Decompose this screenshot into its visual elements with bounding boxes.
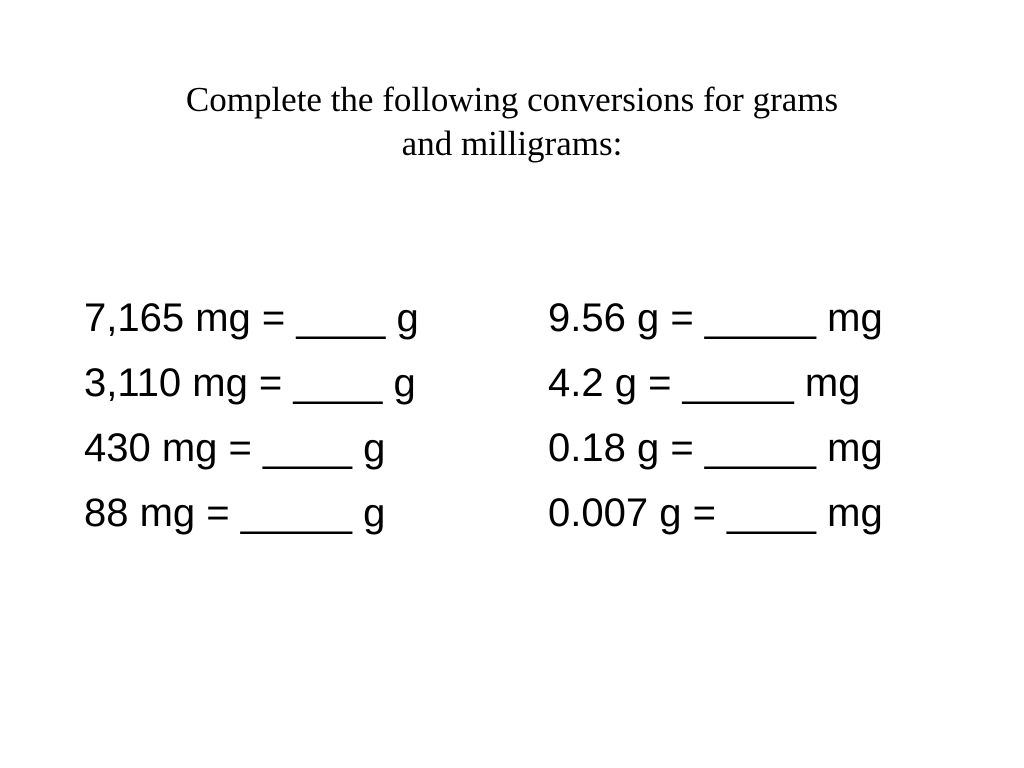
slide-title-line-2: and milligrams:	[401, 124, 623, 163]
problem-g-to-mg-3: 0.18 g = _____ mg	[548, 426, 883, 470]
problem-g-to-mg-1: 9.56 g = _____ mg	[548, 296, 883, 340]
problem-g-to-mg-2: 4.2 g = _____ mg	[548, 361, 861, 405]
problem-mg-to-g-3: 430 mg = ____ g	[84, 426, 386, 470]
problem-mg-to-g-4: 88 mg = _____ g	[84, 491, 386, 535]
g-to-mg-problems	[548, 290, 883, 550]
problem-mg-to-g-2: 3,110 mg = ____ g	[84, 361, 416, 405]
problem-g-to-mg-4: 0.007 g = ____ mg	[548, 491, 883, 535]
slide-title-line-1: Complete the following conversions for grams	[185, 80, 839, 119]
mg-to-g-problems	[84, 290, 419, 550]
problem-mg-to-g-1: 7,165 mg = ____ g	[84, 296, 419, 340]
slide-title	[0, 78, 1024, 166]
